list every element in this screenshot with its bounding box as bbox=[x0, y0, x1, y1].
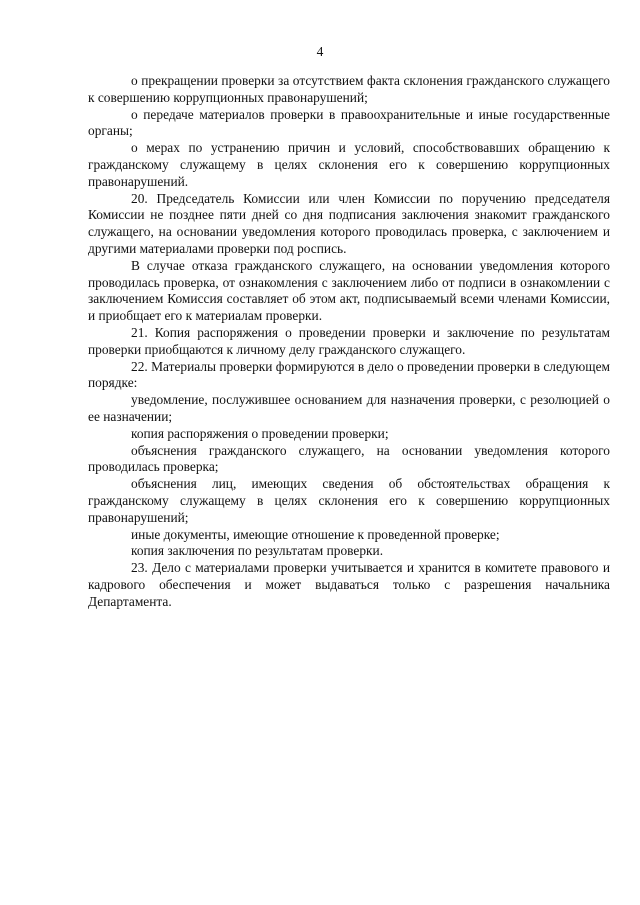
paragraph-item-21: 21. Копия распоряжения о проведении проверки и заключение по результатам проверки приобщаются к личному делу гражданского служащего. bbox=[88, 324, 610, 357]
list-item-conclusion-copy: копия заключения по результатам проверки. bbox=[131, 543, 384, 559]
paragraph-measures: о мерах по устранению причин и условий, способствовавших обращению к гражданскому служащему в целях склонения его к совершению коррупционных правонарушений. bbox=[88, 140, 610, 189]
document-body bbox=[88, 73, 610, 611]
list-item-witness-explanations: объяснения лиц, имеющих сведения об обстоятельствах обращения к гражданскому служащему в целях склонения его к совершению коррупционных правонарушений; bbox=[88, 476, 610, 525]
paragraph-refusal: В случае отказа гражданского служащего, на основании уведомления которого проводилась проверка, от ознакомления с заключением либо от подписи в ознакомлении с заключением Комиссия составляет об этом акт, подписываемый всеми членами Комиссии, и приобщает его к материалам проверки. bbox=[88, 257, 610, 324]
list-item-notification: уведомление, послужившее основанием для назначения проверки, с резолюцией о ее назначении; bbox=[88, 392, 610, 424]
list-item-servant-explanations: объяснения гражданского служащего, на основании уведомления которого проводилась проверка; bbox=[88, 442, 610, 475]
page-number: 4 bbox=[316, 44, 324, 59]
paragraph-item-23: 23. Дело с материалами проверки учитывается и хранится в комитете правового и кадрового обеспечения и может выдаваться только с разрешения начальника Департамента. bbox=[88, 560, 610, 609]
paragraph-item-20: 20. Председатель Комиссии или член Комиссии по поручению председателя Комиссии не позднее пяти дней со дня подписания заключения знакомит гражданского служащего, на основании уведомления которого проводилась проверка, с заключением и другими материалами проверки под роспись. bbox=[88, 190, 610, 256]
paragraph-item-22: 22. Материалы проверки формируются в дело о проведении проверки в следующем порядке: bbox=[88, 358, 610, 391]
list-item-other-documents: иные документы, имеющие отношение к проведенной проверке; bbox=[131, 526, 500, 542]
paragraph-transfer: о передаче материалов проверки в правоохранительные и иные государственные органы; bbox=[88, 106, 610, 139]
list-item-order-copy: копия распоряжения о проведении проверки; bbox=[131, 425, 389, 441]
paragraph-termination: о прекращении проверки за отсутствием факта склонения гражданского служащего к совершению коррупционных правонарушений; bbox=[88, 73, 610, 105]
